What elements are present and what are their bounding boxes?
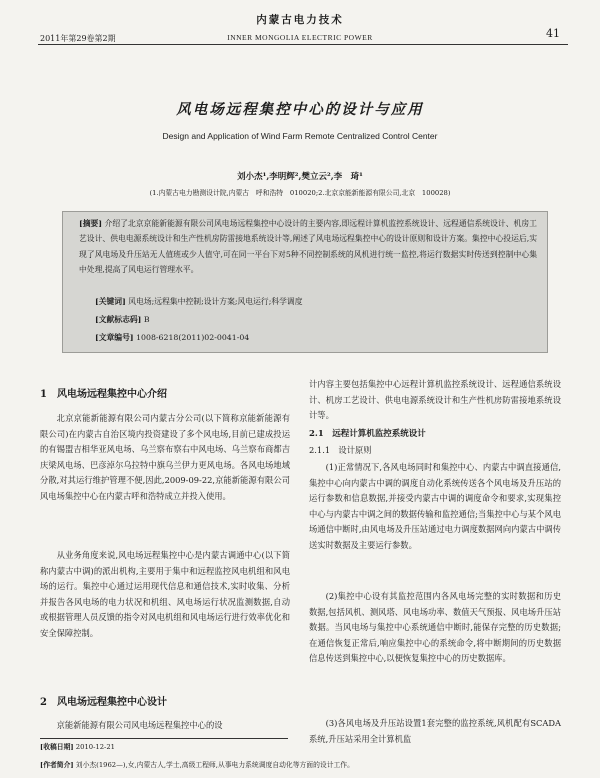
received-date-line: [收稿日期] 2010-12-21 <box>40 743 115 751</box>
affiliation: (1.内蒙古电力勘测设计院,内蒙古 呼和浩特 010020;2.北京京能新能源有限公司,北京 100028) <box>149 189 451 197</box>
keywords-line: [关键词] 风电场;远程集中控制;设计方案;风电运行;科学调度 <box>95 297 303 306</box>
principle-2: (2)集控中心设有其监控范围内各风电场完整的实时数据和历史数据,包括风机、测风塔、风电场功率、数值天气预报、风电场升压站数据。当风电场与集控中心系统通信中断时,能保存完整的历史数据;在通信恢复正常后,响应集控中心的系统命令,将中断期间的历史数据信息传送到集控中心,以便恢复集控中心的历史数据库。 <box>309 591 561 664</box>
author-list: 刘小杰¹,李明辉²,樊立云²,李 琦¹ <box>237 172 363 182</box>
article-title-cn: 风电场远程集控中心的设计与应用 <box>176 101 424 118</box>
principle-1: (1)正常情况下,各风电场同时和集控中心、内蒙古中调直接通信,集控中心向内蒙古中调的调度自动化系统传送各个风电场及升压站的运行参数和信息数据,并接受内蒙古中调的调度命令和要求,实现集控中心与内蒙古中调之间的数据传输和监控通信;当集控中心与某个风电场通信中断时,由风电场及升压站通过电力调度数据网向内蒙古中调传送实时数据及主要运行参数。 <box>309 462 561 550</box>
doc-code-line: [文献标志码] B <box>95 315 150 324</box>
section-2-paragraph-cont: 计内容主要包括集控中心远程计算机监控系统设计、远程通信系统设计、机房工艺设计、供电电源系统设计和生产性机房防雷接地系统设计等。 <box>309 379 561 421</box>
article-title-en: Design and Application of Wind Farm Remote Centralized Control Center <box>162 131 438 141</box>
article-number-line: [文章编号] 1008-6218(2011)02-0041-04 <box>95 333 250 342</box>
doc-code: B <box>143 315 150 324</box>
section-1-paragraph-1: 北京京能新能源有限公司内蒙古分公司(以下简称京能新能源有限公司)在内蒙古自治区境内投资建设了多个风电场,目前已建成投运的有锡盟吉相华亚风电场、乌兰察布察右中风电场、乌兰察布商都吉庆梁风电场、巴彦淖尔乌拉特中旗乌兰伊力更风电场。各风电场地域分散,对其运行维护管理不便,因此,2009-09-22,京能新能源有限公司风电场集控中心在内蒙古呼和浩特成立并投入使用。 <box>40 413 290 501</box>
author-bio-line: [作者简介] 刘小杰(1962—),女,内蒙古人,学士,高级工程师,从事电力系统调度自动化等方面的设计工作。 <box>40 761 354 769</box>
received-date: 2010-12-21 <box>75 743 115 751</box>
keywords: 风电场;远程集中控制;设计方案;风电运行;科学调度 <box>128 297 303 306</box>
subsection-2-1-heading: 2.1 远程计算机监控系统设计 <box>309 429 426 439</box>
footnote-rule <box>40 738 288 739</box>
abstract-box <box>62 211 548 353</box>
principle-3: (3)各风电场及升压站设置1套完整的监控系统,风机配有SCADA系统,升压站采用全计算机监 <box>309 718 561 744</box>
abstract-text <box>79 216 537 277</box>
section-2-heading: 2 风电场远程集控中心设计 <box>40 697 167 708</box>
section-2-paragraph-start: 京能新能源有限公司风电场远程集控中心的设 <box>56 720 223 730</box>
journal-title-cn: 内蒙古电力技术 <box>256 14 344 26</box>
article-number: 1008-6218(2011)02-0041-04 <box>136 333 250 342</box>
section-1-paragraph-2: 从业务角度来说,风电场远程集控中心是内蒙古调通中心(以下简称内蒙古中调)的派出机构,主要用于集中和远程监控风电机组和风电场的运行。集控中心通过运用现代信息和通信技术,实时收集、分析并报告各风电场的电力状况和机组、风电场运行状况监测数据,自动或根据管理人员反馈的指令对风电机组和风电场运行进行效率优化和安全保障控制。 <box>40 550 290 638</box>
author-bio: 刘小杰(1962—),女,内蒙古人,学士,高级工程师,从事电力系统调度自动化等方面的设计工作。 <box>75 761 354 769</box>
subsection-2-1-1-heading: 2.1.1 设计原则 <box>309 445 372 455</box>
header-rule <box>38 44 568 45</box>
section-1-heading: 1 风电场远程集控中心介绍 <box>40 389 167 400</box>
page-number: 41 <box>546 27 560 40</box>
journal-title-en: INNER MONGOLIA ELECTRIC POWER <box>227 33 373 42</box>
abstract-body: 介绍了北京京能新能源有限公司风电场远程集控中心设计的主要内容,即远程计算机监控系统设计、远程通信系统设计、机房工艺设计、供电电源系统设计和生产性机房防雷接地系统设计等,阐述了风电场远程集控中心的设计原则和设计方案。集控中心投运后,实现了风电场及升压站无人值班或少人值守,可在同一平台下对5种不同控制系统的风机进行统一监控,将运行数据实时传送到控制中心集中处理,提高了风电运行管理水平。 <box>79 219 537 274</box>
abstract-label: [摘要] <box>79 219 103 228</box>
issue-info: 2011年第29卷第2期 <box>40 34 116 43</box>
